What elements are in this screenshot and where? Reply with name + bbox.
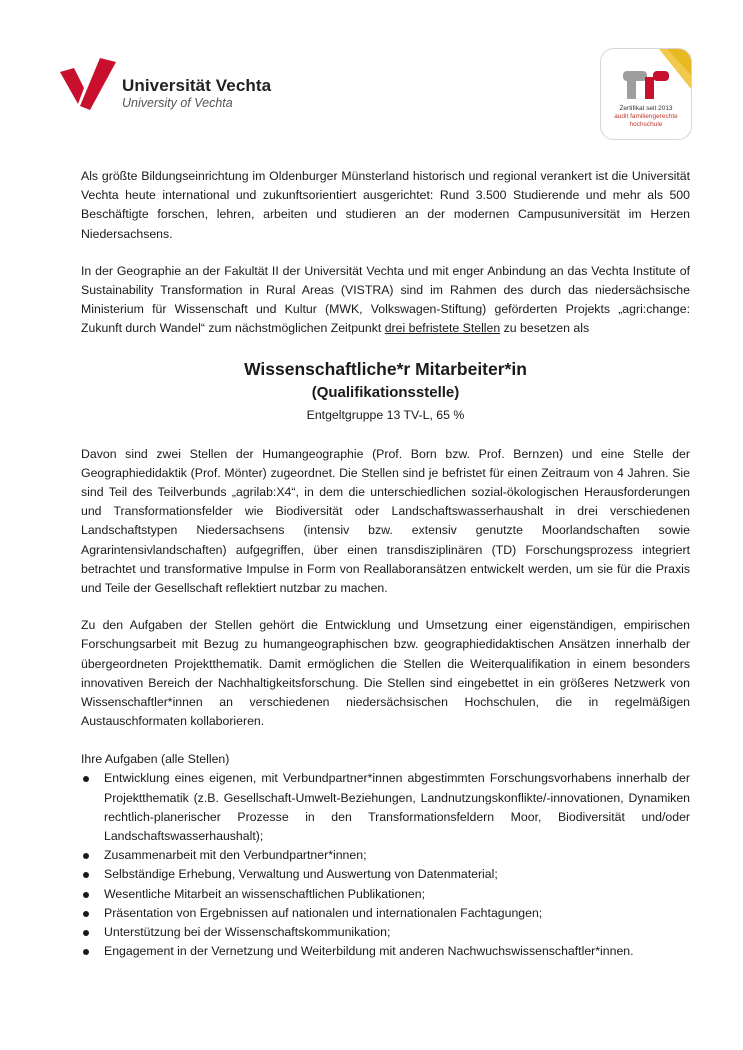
project-text-end: zu besetzen als bbox=[500, 321, 590, 336]
bullet-icon bbox=[83, 892, 89, 898]
family-audit-badge bbox=[600, 48, 692, 140]
list-item-text: Wesentliche Mitarbeit an wissenschaftlichen Publikationen; bbox=[104, 886, 426, 901]
intro-paragraph: Als größte Bildungseinrichtung im Oldenburger Münsterland historisch und regional verankert ist die Universität Vechta heute international und zukunftsorientiert ausgerichtet: Rund 3.500 Studierende und mehr als 500 Beschäftigte forschen, lehren, arbeiten und studieren an der modernen Campusuniversität im Herzen Niedersachsens. bbox=[81, 169, 690, 241]
list-item-text: Engagement in der Vernetzung und Weiterbildung mit anderen Nachwuchswissenschaftler*innen. bbox=[104, 944, 634, 959]
university-subtitle: University of Vechta bbox=[122, 96, 233, 110]
list-item-text: Präsentation von Ergebnissen auf nationalen und internationalen Fachtagungen; bbox=[104, 905, 543, 920]
list-item-text: Entwicklung eines eigenen, mit Verbundpartner*innen abgestimmten Forschungsvorhabens innerhalb der Projektthematik (z.B. Gesellschaft-Umwelt-Beziehungen, Landnutzungskonflikte/-innovationen, Dynamiken rechtlich-planerischer Prozesse in den Transformationsfeldern Moor, Biodiversität und/oder Landschaftswasserhaushalt); bbox=[104, 771, 690, 844]
project-paragraph bbox=[81, 262, 690, 339]
bullet-icon bbox=[83, 872, 89, 878]
position-subtitle: (Qualifikationsstelle) bbox=[311, 383, 460, 401]
list-item-text: Zusammenarbeit mit den Verbundpartner*innen; bbox=[104, 848, 367, 863]
positions-count-underlined: drei befristete Stellen bbox=[384, 321, 501, 336]
list-item-text: Unterstützung bei der Wissenschaftskommunikation; bbox=[104, 925, 391, 940]
list-item-text: Selbständige Erhebung, Verwaltung und Auswertung von Datenmaterial; bbox=[104, 867, 498, 882]
university-logo-mark-icon bbox=[60, 58, 118, 110]
badge-certificate-text: Zertifikat seit 2013 bbox=[619, 105, 673, 112]
list-item bbox=[81, 885, 690, 904]
project-text-start: In der Geographie an der Fakultät II der Universität Vechta und mit enger Anbindung an das Vechta Institute of Sustainability Transformation in Rural Areas (VISTRA) sind im Rahmen des durch das niedersächsische Ministerium für Wissenschaft und Kultur (MWK, Volkswagen-Stiftung) geförderten Projekts „agri:change: Zukunft durch Wandel“ zum nächstmöglichen Zeitpunkt bbox=[81, 263, 690, 336]
position-title-block bbox=[81, 357, 690, 425]
bullet-icon bbox=[83, 911, 89, 917]
positions-detail-paragraph: Davon sind zwei Stellen der Humangeographie (Prof. Born bzw. Prof. Bernzen) und eine Stelle der Geographiedidaktik (Prof. Mönter) zugeordnet. Die Stellen sind je befristet für einen Zeitraum von 4 Jahren. Sie sind Teil des Teilverbunds „agrilab:X4“, in dem die unterschiedlichen sozial-ökologischen Herausforderungen und Transformationsfelder wie Biodiversität oder Landschaftswasserhaushalt in drei verschiedenen Landschaftstypen Niedersachsens (intensiv bzw. extensiv genutzte Moorlandschaften sowie Agrarintensivlandschaften) aufgegriffen, über einen transdisziplinären (TD) Forschungsprozess integriert betrachtet und transformative Impulse in Form von Reallaboransätzen entwickelt werden, um sie für die Praxis und Teile der Gesellschaft reflektiert nutzbar zu machen. bbox=[81, 446, 690, 596]
tasks-overview-paragraph: Zu den Aufgaben der Stellen gehört die Entwicklung und Umsetzung einer eigenständigen, empirischen Forschungsarbeit mit Bezug zu humangeographischen bzw. geographiedidaktischen Ansätzen innerhalb der übergeordneten Projektthematik. Damit ermöglichen die Stellen die Weiterqualifikation in einem besonders innovativen Bereich der Nachhaltigkeitsforschung. Die Stellen sind eingebettet in ein größeres Netzwerk von Wissenschaftler*innen an verschiedenen niedersächsischen Hochschulen, die in regelmäßigen Austauschformaten kollaborieren. bbox=[81, 618, 690, 729]
document-body bbox=[81, 167, 690, 962]
list-item bbox=[81, 904, 690, 923]
university-name: Universität Vechta bbox=[122, 76, 272, 95]
tasks-list bbox=[81, 769, 690, 961]
position-title: Wissenschaftliche*r Mitarbeiter*in bbox=[244, 358, 527, 379]
list-item bbox=[81, 923, 690, 942]
bullet-icon bbox=[83, 949, 89, 955]
list-item bbox=[81, 769, 690, 846]
bullet-icon bbox=[83, 930, 89, 936]
list-item bbox=[81, 942, 690, 961]
university-logo bbox=[60, 58, 280, 114]
badge-audit-text: audit familiengerechte bbox=[614, 113, 678, 120]
tasks-heading: Ihre Aufgaben (alle Stellen) bbox=[81, 752, 230, 767]
bullet-icon bbox=[83, 853, 89, 859]
list-item bbox=[81, 865, 690, 884]
bullet-icon bbox=[83, 776, 89, 782]
list-item bbox=[81, 846, 690, 865]
pay-grade: Entgeltgruppe 13 TV-L, 65 % bbox=[306, 407, 465, 422]
badge-school-text: hochschule bbox=[629, 121, 663, 128]
